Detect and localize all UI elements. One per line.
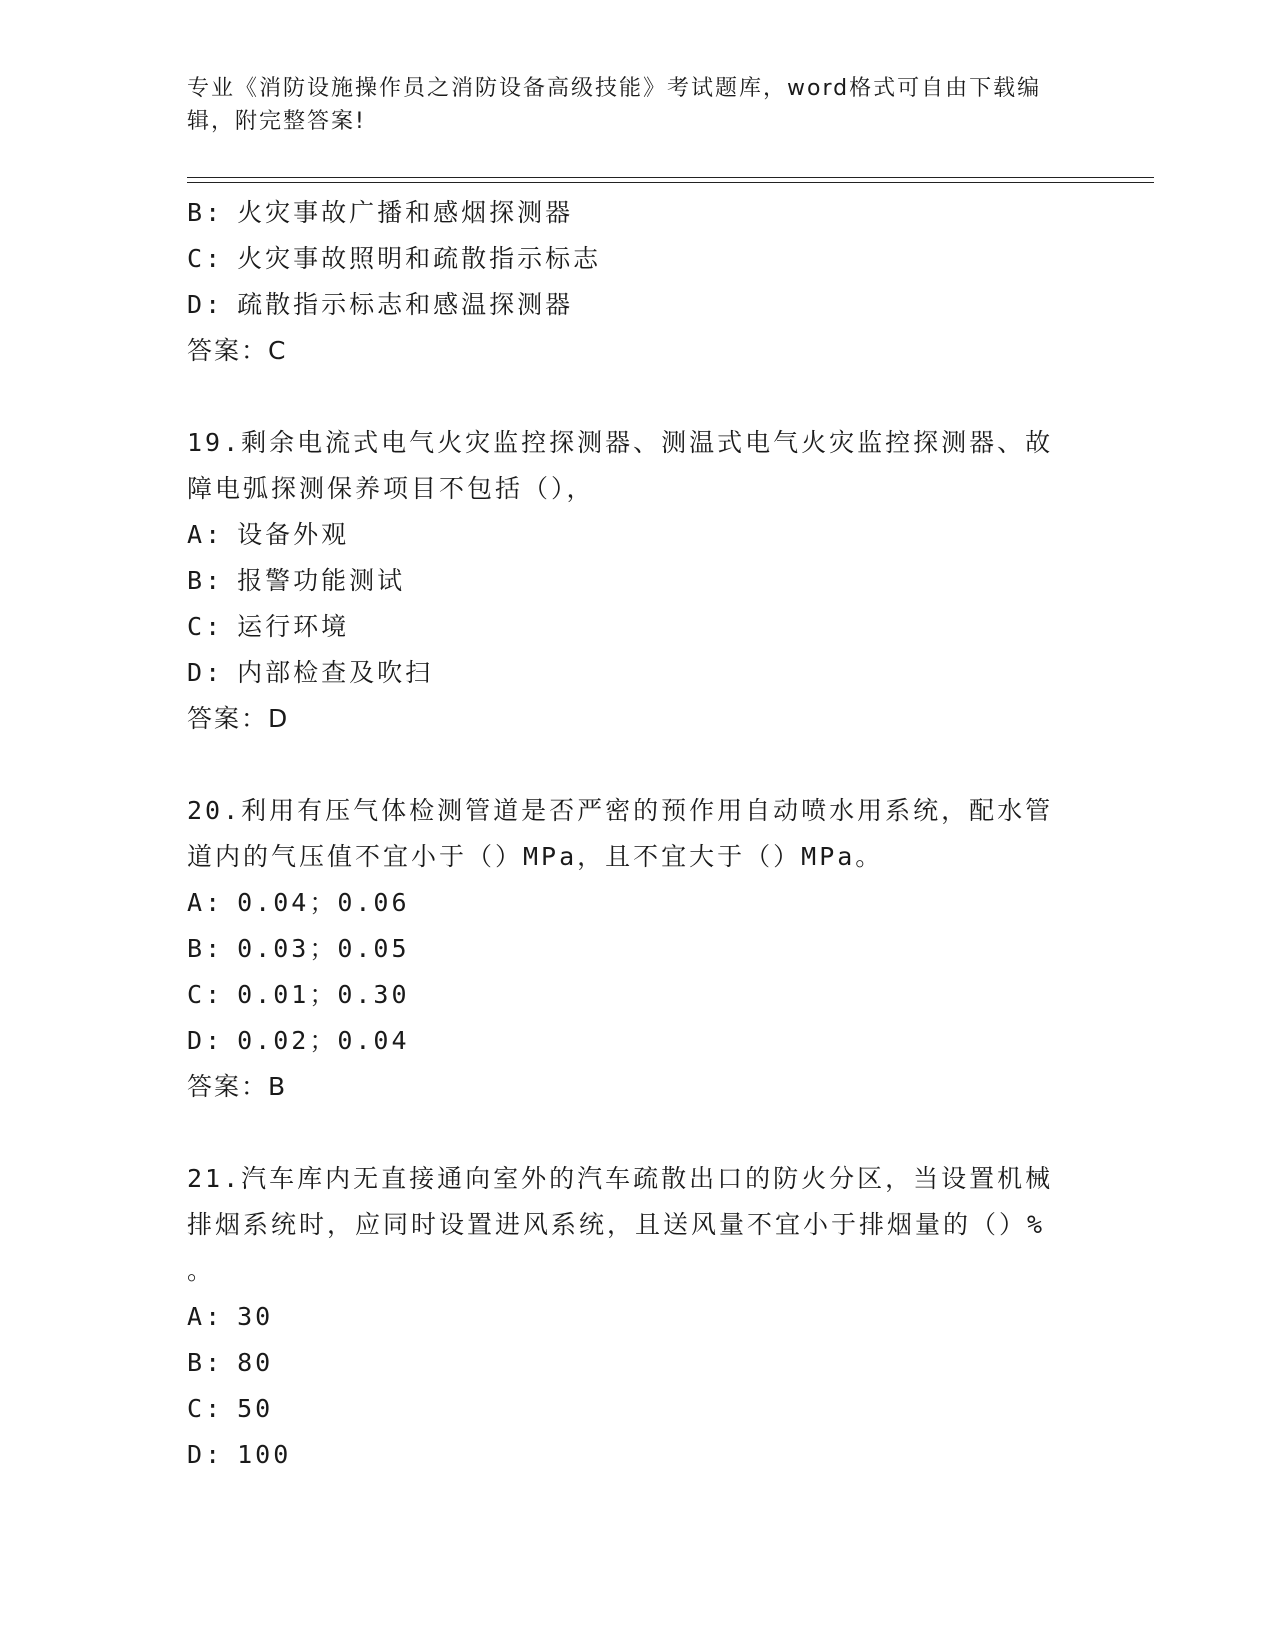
question-20 [187, 788, 1087, 1110]
question-stem-line-1: 19.剩余电流式电气火灾监控探测器、测温式电气火灾监控探测器、故 [187, 428, 1054, 457]
option-a: A: 0.04；0.06 [187, 888, 410, 917]
answer-line: 答案：C [187, 336, 288, 365]
option-c: C: 50 [187, 1394, 274, 1423]
header-divider-top [187, 177, 1154, 178]
question-list [187, 190, 1087, 1478]
option-c: C: 0.01；0.30 [187, 980, 410, 1009]
option-b: B: 80 [187, 1348, 274, 1377]
header-title-line-1: 专业《消防设施操作员之消防设备高级技能》考试题库，word格式可自由下载编 [187, 76, 1042, 101]
answer-line: 答案：B [187, 1072, 288, 1101]
document-header [187, 72, 1087, 138]
option-b: B: 0.03；0.05 [187, 934, 410, 963]
option-d: D: 100 [187, 1440, 292, 1469]
option-a: A: 设备外观 [187, 520, 350, 549]
question-stem-line-3: 。 [187, 1256, 216, 1285]
option-d: D: 0.02；0.04 [187, 1026, 410, 1055]
header-divider-bottom [187, 182, 1154, 183]
question-stem-line-2: 障电弧探测保养项目不包括（）， [187, 474, 595, 503]
answer-line: 答案：D [187, 704, 290, 733]
option-c: C: 运行环境 [187, 612, 350, 641]
header-title-line-2: 辑，附完整答案! [187, 109, 366, 134]
option-b: B: 火灾事故广播和感烟探测器 [187, 198, 574, 227]
option-d: D: 内部检查及吹扫 [187, 658, 434, 687]
question-21 [187, 1156, 1087, 1478]
option-b: B: 报警功能测试 [187, 566, 406, 595]
question-stem-line-1: 20.利用有压气体检测管道是否严密的预作用自动喷水用系统，配水管 [187, 796, 1054, 825]
question-19 [187, 420, 1087, 742]
option-c: C: 火灾事故照明和疏散指示标志 [187, 244, 602, 273]
option-a: A: 30 [187, 1302, 274, 1331]
question-stem-line-1: 21.汽车库内无直接通向室外的汽车疏散出口的防火分区，当设置机械 [187, 1164, 1054, 1193]
question-stem-line-2: 排烟系统时，应同时设置进风系统，且送风量不宜小于排烟量的（）% [187, 1210, 1046, 1239]
question-stem-line-2: 道内的气压值不宜小于（）MPa，且不宜大于（）MPa。 [187, 842, 884, 871]
option-d: D: 疏散指示标志和感温探测器 [187, 290, 574, 319]
question-18-continued [187, 190, 1087, 374]
